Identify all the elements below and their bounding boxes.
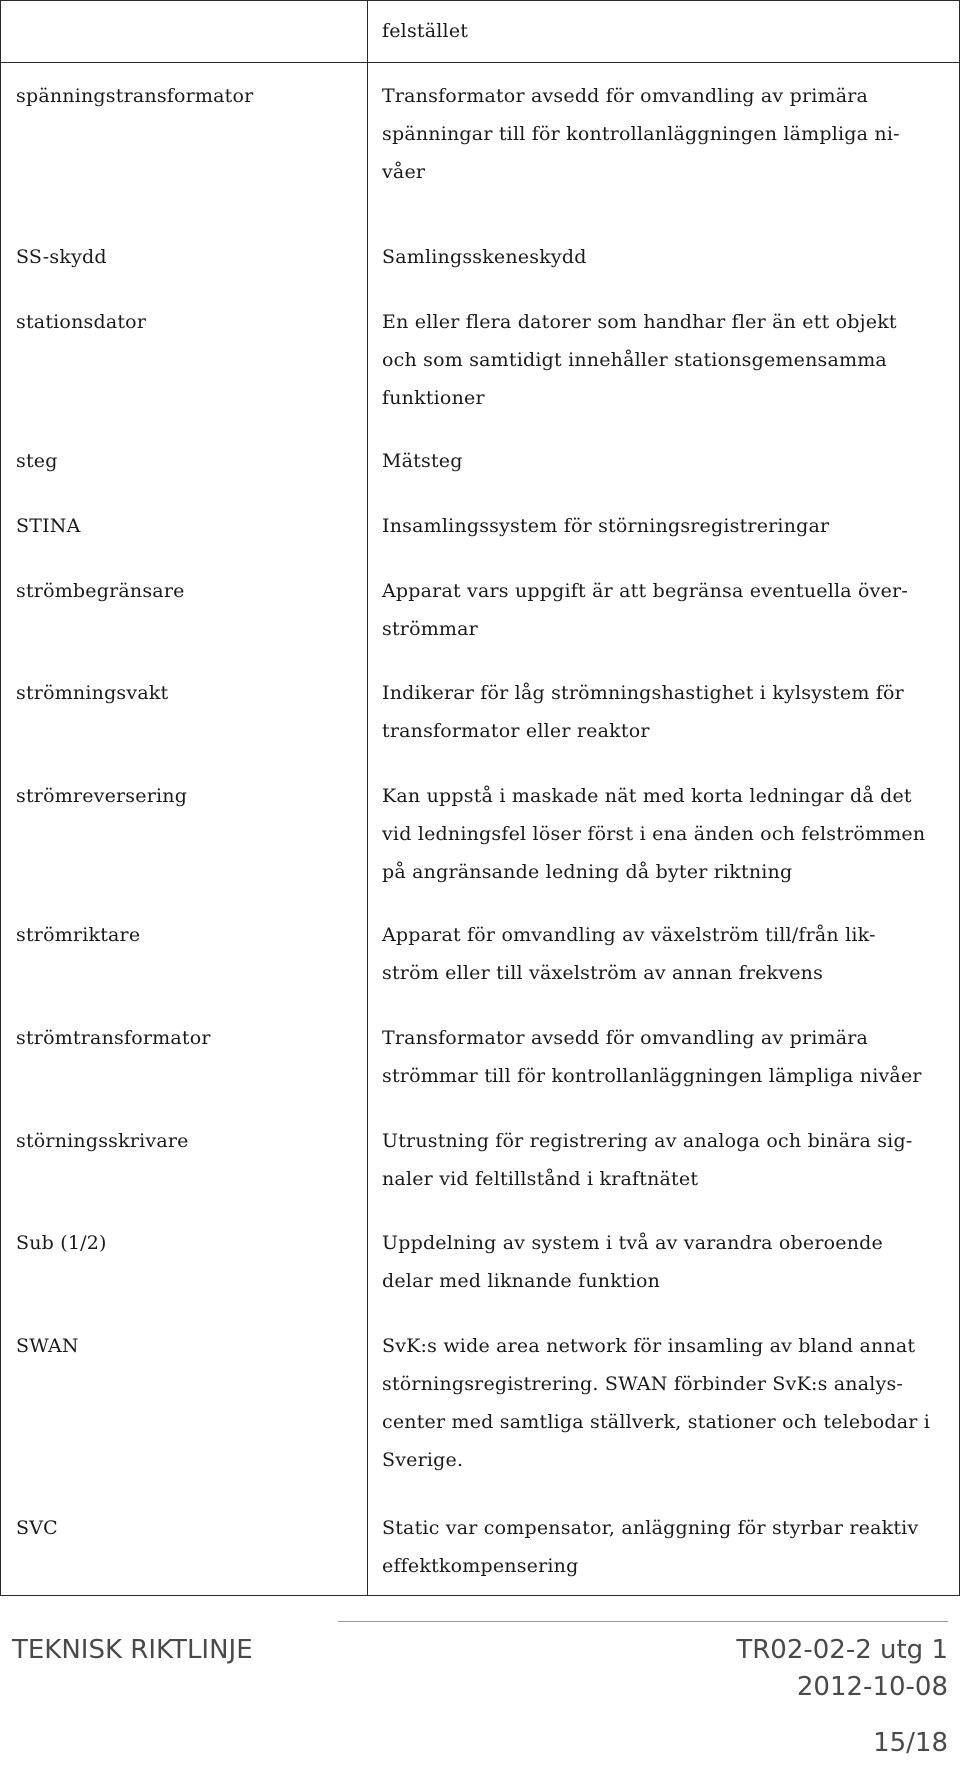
table-row [1,496,960,561]
definition-line: delar med liknande funktion [382,1270,661,1293]
definition-cell [368,1213,960,1316]
table-row [1,1111,960,1214]
footer-divider [338,1621,948,1622]
definition-line: Kan uppstå i maskade nät med korta ledningar då det [382,784,912,807]
definition-line: ström eller till växelström av annan frekvens [382,962,824,985]
definition-line: strömmar [382,617,478,640]
table-row [1,766,960,905]
definition-line: strömmar till för kontrollanläggningen lämpliga nivåer [382,1064,922,1087]
definition-line: störningsregistrering. SWAN förbinder SvK:s analys- [382,1372,904,1395]
definition-line: spänningar till för kontrollanläggningen lämpliga ni- [382,123,900,146]
table-row [1,561,960,664]
definition-line: Samlingsskeneskydd [382,245,587,268]
definition-cell [368,227,960,292]
term-cell: strömreversering [1,766,368,905]
term-cell: spänningstransformator [1,63,368,227]
definition-cell [368,905,960,1008]
definition-cell [368,292,960,431]
footer-document-type: TEKNISK RIKTLINJE [12,1635,253,1665]
definition-line: Apparat vars uppgift är att begränsa eventuella över- [382,579,908,602]
table-row [1,1008,960,1111]
glossary-body [1,1,960,1596]
definition-line: Transformator avsedd för omvandling av primära [382,1026,869,1049]
definition-line: En eller flera datorer som handhar fler än ett objekt [382,310,897,333]
footer-document-id: TR02-02-2 utg 1 [736,1635,948,1665]
header-term-cell [1,1,368,63]
definition-line: naler vid feltillstånd i kraftnätet [382,1167,699,1190]
term-cell: SS-skydd [1,227,368,292]
definition-cell [368,1498,960,1596]
term-cell: steg [1,431,368,496]
definition-line: effektkompensering [382,1554,579,1577]
table-row [1,227,960,292]
definition-line: transformator eller reaktor [382,720,650,743]
table-row [1,1316,960,1498]
definition-cell [368,663,960,766]
definition-line: SvK:s wide area network för insamling av bland annat [382,1334,916,1357]
definition-line: center med samtliga ställverk, stationer och telebodar i [382,1410,931,1433]
term-cell: SVC [1,1498,368,1596]
definition-cell [368,496,960,561]
term-cell: STINA [1,496,368,561]
definition-line: funktioner [382,386,485,409]
term-cell: strömningsvakt [1,663,368,766]
term-cell: strömriktare [1,905,368,1008]
table-header-row [1,1,960,63]
definition-line: Transformator avsedd för omvandling av primära [382,85,869,108]
definition-line: vid ledningsfel löser först i ena änden och felströmmen [382,822,926,845]
definition-cell [368,766,960,905]
footer-date: 2012-10-08 [796,1672,948,1702]
term-cell: Sub (1/2) [1,1213,368,1316]
definition-cell [368,431,960,496]
term-cell: SWAN [1,1316,368,1498]
term-cell: strömtransformator [1,1008,368,1111]
definition-cell [368,1316,960,1498]
definition-line: Uppdelning av system i två av varandra oberoende [382,1232,883,1255]
definition-cell [368,63,960,227]
definition-line: på angränsande ledning då byter riktning [382,860,793,883]
footer-page-number: 15/18 [873,1728,948,1758]
table-row [1,663,960,766]
table-row [1,1498,960,1596]
term-cell: strömbegränsare [1,561,368,664]
definition-line: Indikerar för låg strömningshastighet i kylsystem för [382,682,904,705]
term-cell: störningsskrivare [1,1111,368,1214]
table-row [1,905,960,1008]
table-row [1,1213,960,1316]
definition-cell [368,1111,960,1214]
table-row [1,63,960,227]
definition-line: Mätsteg [382,450,463,473]
definition-line: Apparat för omvandling av växelström till/från lik- [382,924,876,947]
definition-line: Utrustning för registrering av analoga och binära sig- [382,1129,913,1152]
definition-line: Sverige. [382,1448,464,1471]
table-row [1,292,960,431]
definition-cell [368,1008,960,1111]
definition-line: och som samtidigt innehåller stationsgemensamma [382,348,887,371]
definition-line: Insamlingssystem för störningsregistreringar [382,514,830,537]
definition-line: våer [382,161,426,184]
term-cell: stationsdator [1,292,368,431]
table-row [1,431,960,496]
header-def-cell: felstället [368,1,960,63]
definition-line: Static var compensator, anläggning för styrbar reaktiv [382,1516,919,1539]
definition-cell [368,561,960,664]
